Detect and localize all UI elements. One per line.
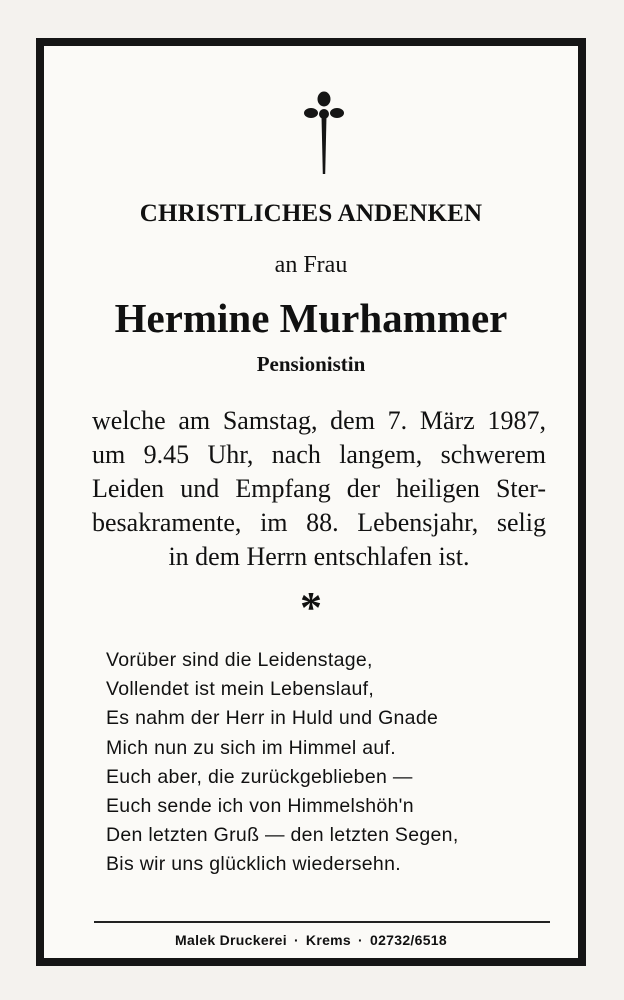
- footer-divider: [94, 921, 550, 923]
- heading: CHRISTLICHES ANDENKEN: [139, 200, 483, 227]
- poem-line: Mich nun zu sich im Himmel auf.: [106, 736, 396, 759]
- obituary-line: um 9.45 Uhr, nach langem, schwerem: [92, 440, 546, 469]
- memorial-card: [36, 38, 586, 966]
- printer-name: Malek Druckerei: [175, 932, 287, 948]
- occupation: Pensionistin: [256, 352, 366, 376]
- poem-line: Vollendet ist mein Lebenslauf,: [106, 678, 375, 701]
- poem: [106, 646, 459, 880]
- printer-phone: 02732/6518: [369, 932, 447, 948]
- obituary-line: in dem Herrn entschlafen ist.: [168, 542, 470, 571]
- star-divider: *: [300, 583, 322, 632]
- cross-icon: [304, 90, 344, 178]
- separator: ·: [358, 932, 363, 948]
- obituary-line: Leiden und Empfang der heiligen Ster-: [92, 474, 546, 503]
- separator: ·: [293, 932, 299, 948]
- poem-line: Vorüber sind die Leidenstage,: [106, 649, 373, 671]
- obituary-line: welche am Samstag, dem 7. März 1987,: [92, 406, 546, 435]
- printer-imprint: [44, 932, 578, 948]
- deceased-name: Hermine Murhammer: [114, 295, 508, 341]
- printer-city: Krems: [305, 932, 352, 948]
- salutation: an Frau: [274, 252, 348, 278]
- poem-line: Euch sende ich von Himmelshöh'n: [106, 794, 414, 817]
- poem-line: Euch aber, die zurückgeblieben —: [106, 765, 413, 788]
- poem-line: Bis wir uns glücklich wiedersehn.: [106, 853, 401, 876]
- poem-line: Es nahm der Herr in Huld und Gnade: [106, 707, 439, 730]
- poem-line: Den letzten Gruß — den letzten Segen,: [106, 824, 459, 847]
- obituary-line: besakramente, im 88. Lebensjahr, selig: [92, 508, 546, 537]
